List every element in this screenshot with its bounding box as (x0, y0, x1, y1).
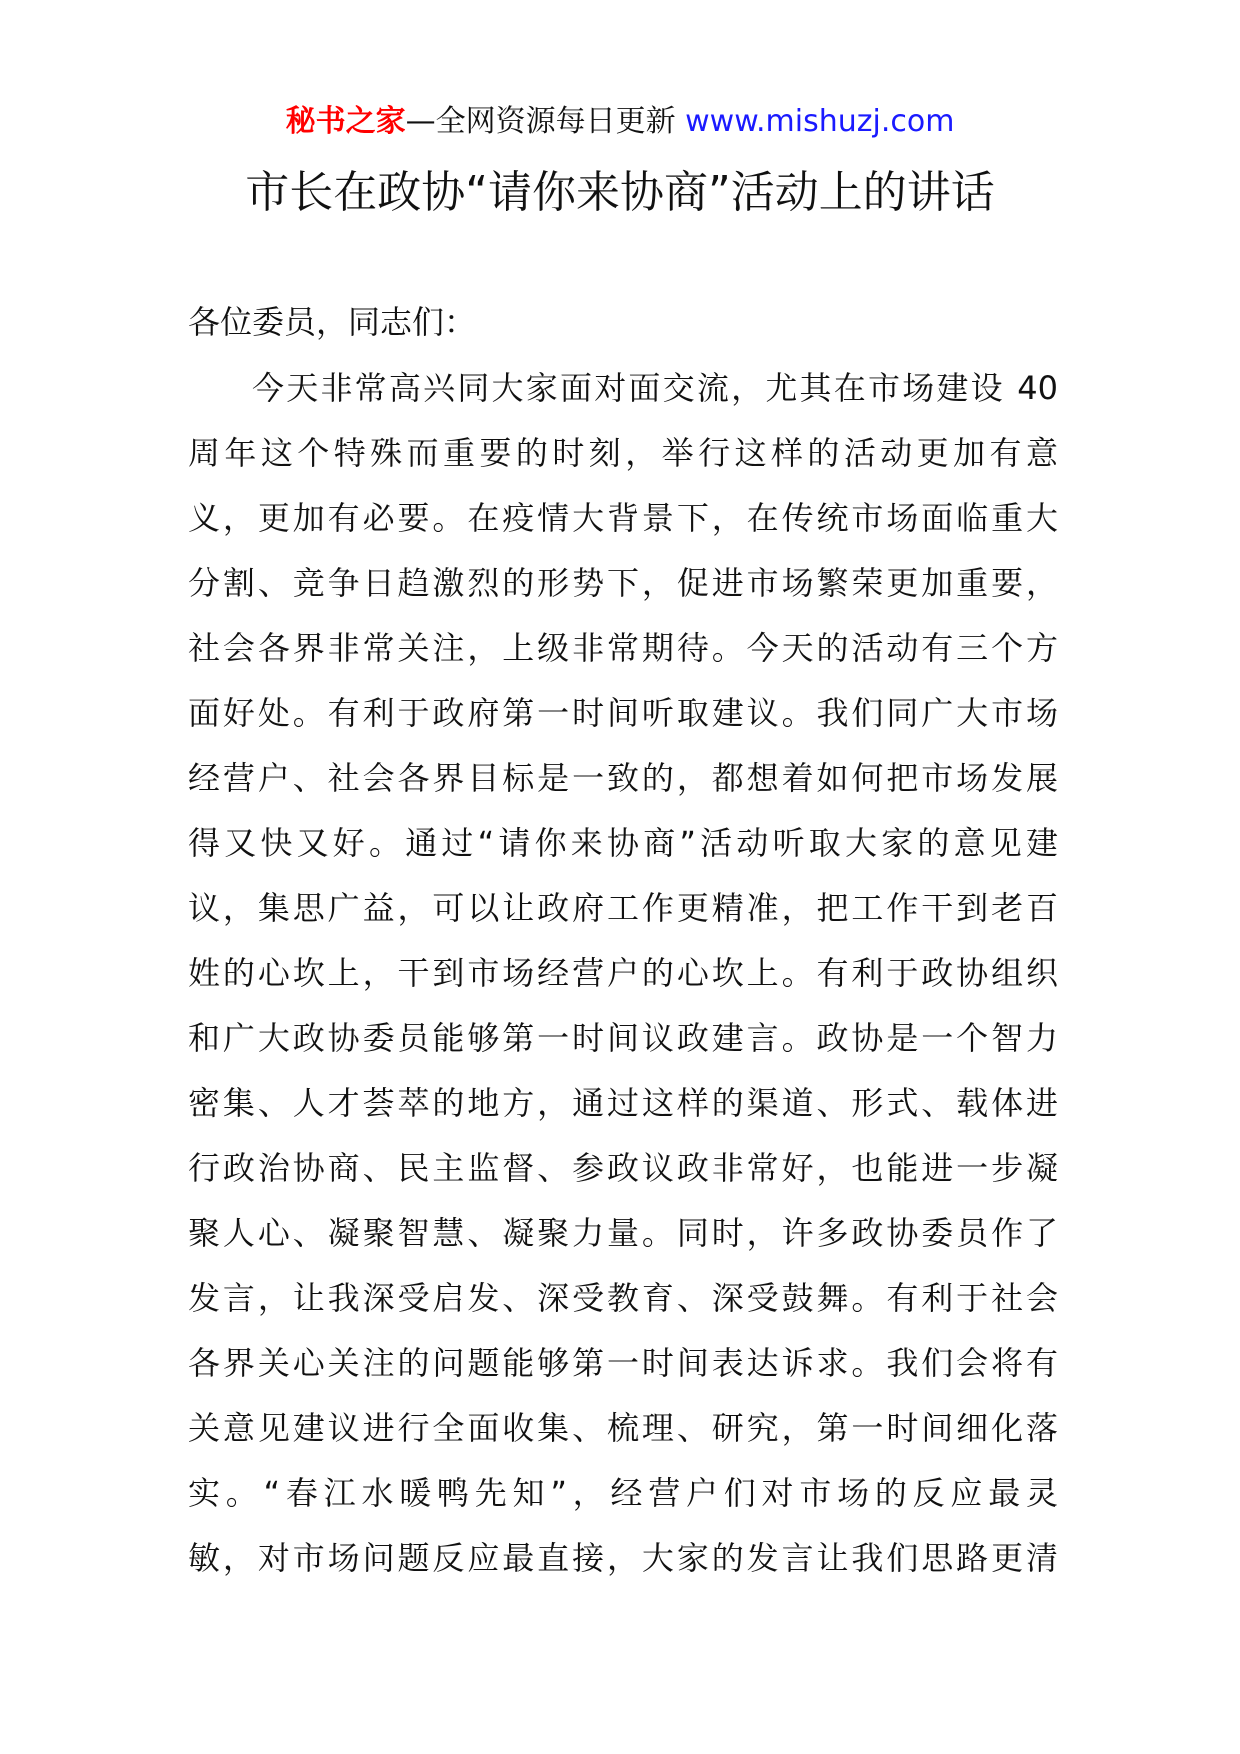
document-title: 市长在政协“请你来协商”活动上的讲话 (245, 167, 995, 218)
paragraph-line: 和广大政协委员能够第一时间议政建言。政协是一个智力 (188, 1019, 1058, 1057)
paragraph-line: 得又快又好。通过“请你来协商”活动听取大家的意见建 (188, 824, 1058, 862)
paragraph-line: 行政治协商、民主监督、参政议政非常好，也能进一步凝 (188, 1149, 1058, 1187)
brand-name: 秘书之家 (285, 104, 406, 139)
paragraph-line: 义，更加有必要。在疫情大背景下，在传统市场面临重大 (188, 499, 1058, 537)
paragraph-line: 发言，让我深受启发、深受教育、深受鼓舞。有利于社会 (188, 1279, 1058, 1317)
paragraph-line: 今天非常高兴同大家面对面交流，尤其在市场建设 40 (252, 369, 1058, 407)
paragraph-line: 敏，对市场问题反应最直接，大家的发言让我们思路更清 (188, 1539, 1058, 1577)
paragraph-line: 聚人心、凝聚智慧、凝聚力量。同时，许多政协委员作了 (188, 1214, 1058, 1252)
paragraph-line: 关意见建议进行全面收集、梳理、研究，第一时间细化落 (188, 1409, 1058, 1447)
paragraph-line: 议，集思广益，可以让政府工作更精准，把工作干到老百 (188, 889, 1058, 927)
paragraph-line: 社会各界非常关注，上级非常期待。今天的活动有三个方 (188, 629, 1058, 667)
paragraph-line: 姓的心坎上，干到市场经营户的心坎上。有利于政协组织 (188, 954, 1058, 992)
body-paragraph (188, 356, 1058, 1591)
paragraph-line: 实。“春江水暖鸭先知”，经营户们对市场的反应最灵 (188, 1474, 1058, 1512)
paragraph-line: 经营户、社会各界目标是一致的，都想着如何把市场发展 (188, 759, 1058, 797)
paragraph-line: 密集、人才荟萃的地方，通过这样的渠道、形式、载体进 (188, 1084, 1058, 1122)
paragraph-line: 面好处。有利于政府第一时间听取建议。我们同广大市场 (188, 694, 1058, 732)
site-url-link[interactable]: www.mishuzj.com (685, 104, 955, 139)
paragraph-line: 各界关心关注的问题能够第一时间表达诉求。我们会将有 (188, 1344, 1058, 1382)
header-tagline: —全网资源每日更新 (405, 104, 686, 139)
paragraph-line: 分割、竞争日趋激烈的形势下，促进市场繁荣更加重要， (188, 564, 1058, 602)
paragraph-line: 周年这个特殊而重要的时刻，举行这样的活动更加有意 (188, 434, 1058, 472)
site-header (0, 100, 1240, 144)
salutation: 各位委员，同志们： (188, 303, 477, 341)
